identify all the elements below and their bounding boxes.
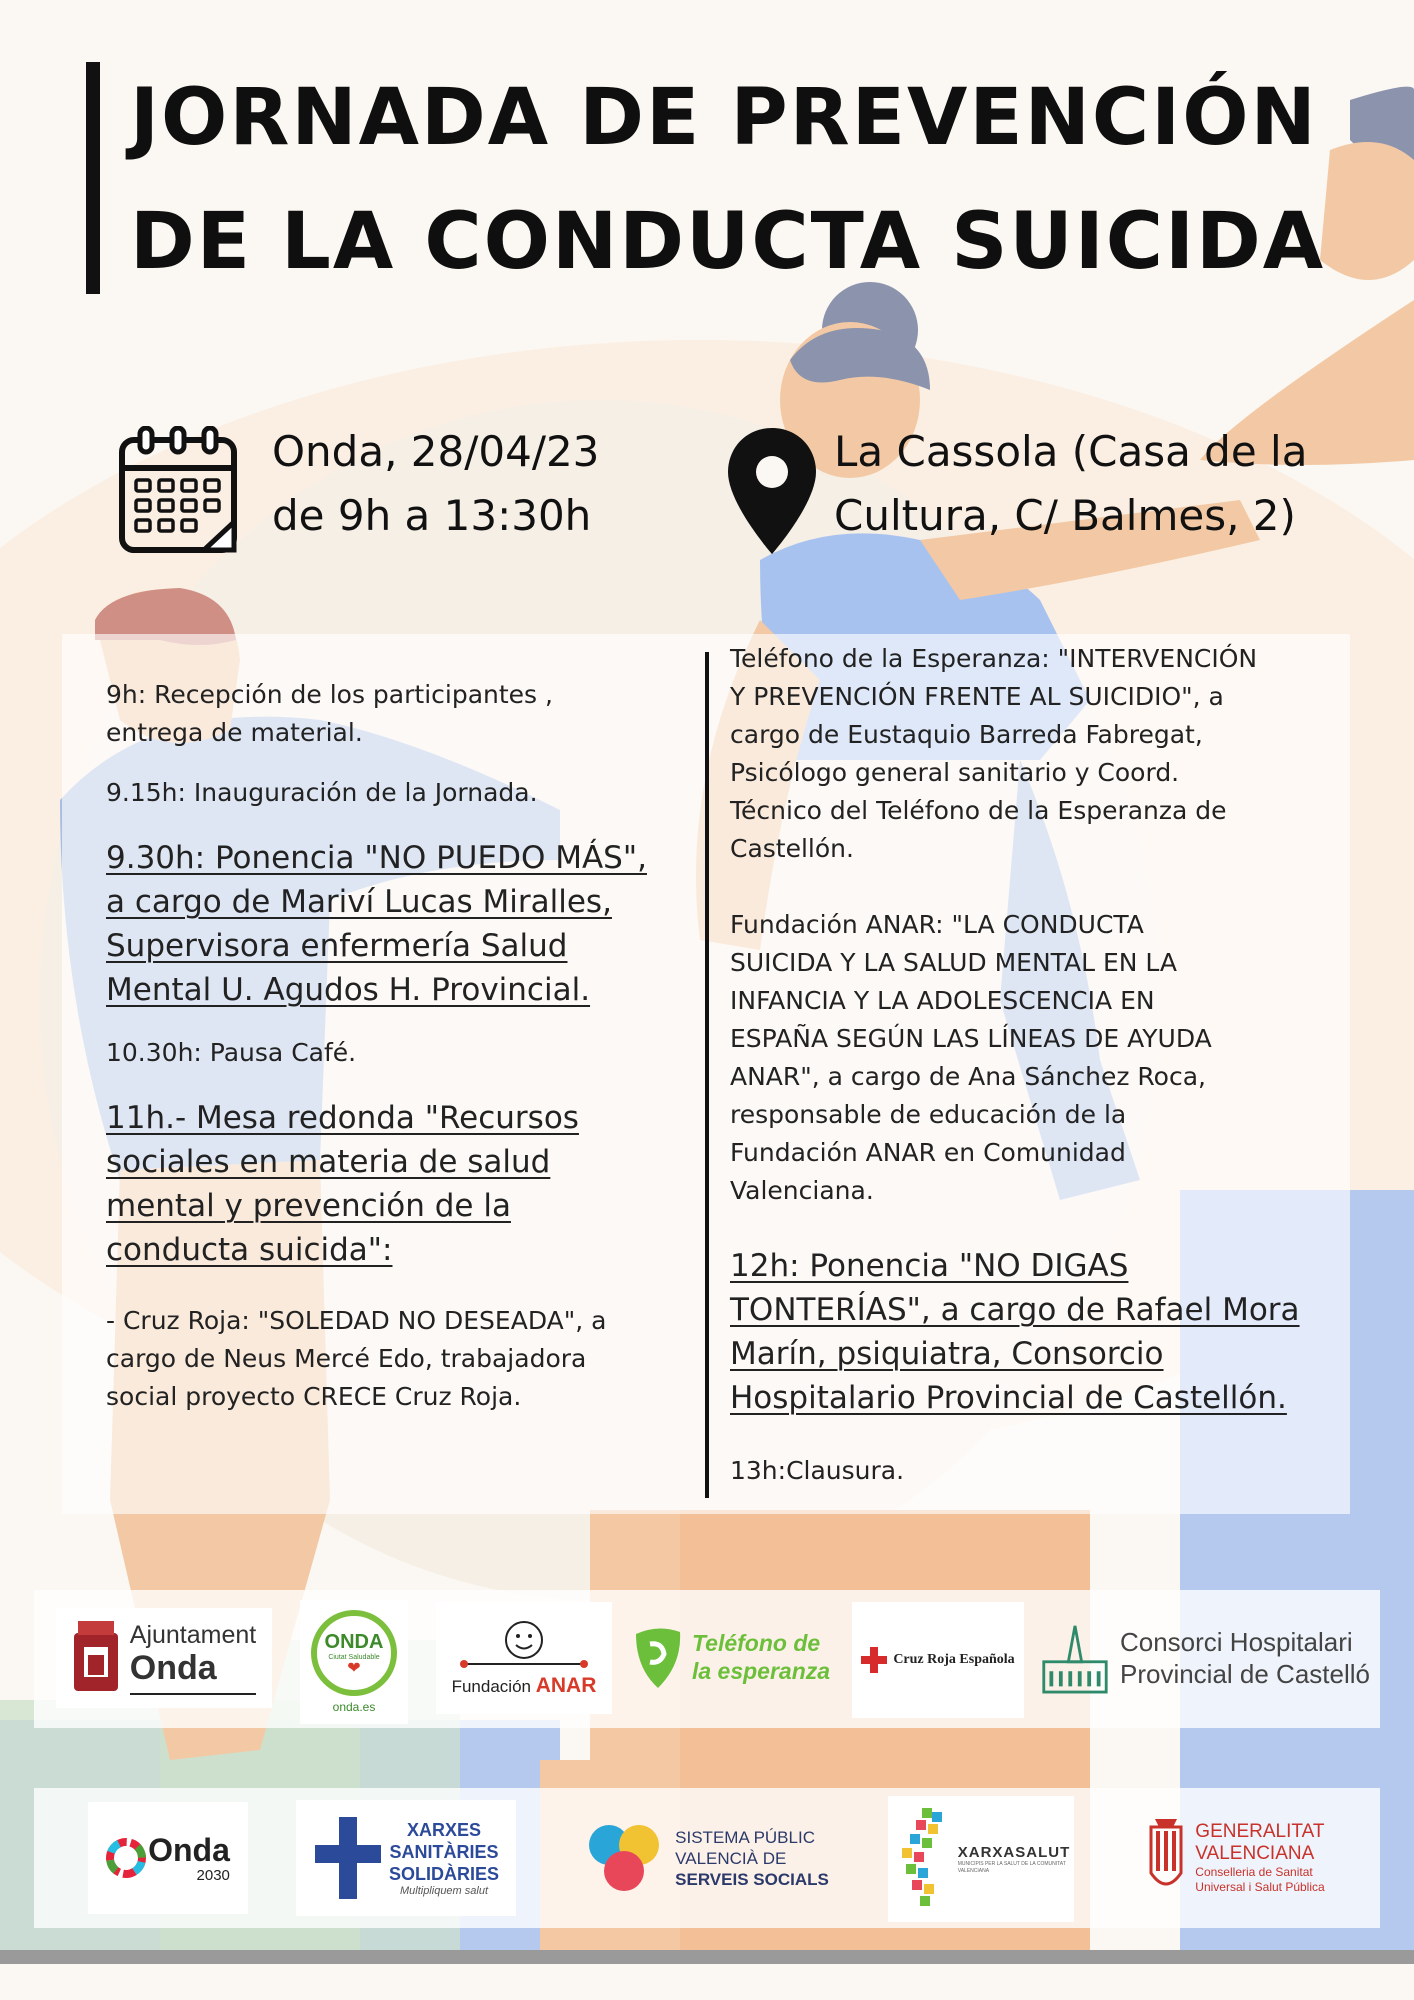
- anar-face-icon: [454, 1618, 594, 1674]
- program-item: Fundación ANAR: "LA CONDUCTA SUICIDA Y LA SALUD MENTAL EN LA INFANCIA Y LA ADOLESCENCIA EN ESPAÑA SEGÚN LAS LÍNEAS DE AYUDA ANAR", a cargo de Ana Sánchez Roca, responsable de educación de la Fundación ANAR en Comunidad Valenciana.: [730, 910, 1212, 1205]
- onda-2030-logo: [88, 1802, 248, 1914]
- program-item: Teléfono de la Esperanza: "INTERVENCIÓN Y PREVENCIÓN FRENTE AL SUICIDIO", a cargo de Eustaquio Barreda Fabregat, Psicólogo general sanitario y Coord. Técnico del Teléfono de la Esperanza de Castellón.: [730, 644, 1258, 863]
- program-talk: 11h.- Mesa redonda "Recursos sociales en materia de salud mental y prevención de la conducta suicida":: [106, 1100, 579, 1268]
- program-talk: 12h: Ponencia "NO DIGAS TONTERÍAS", a cargo de Rafael Mora Marín, psiquiatra, Consorcio Hospitalario Provincial de Castellón.: [730, 1248, 1300, 1416]
- ajuntament-label: Ajuntament: [129, 1621, 257, 1649]
- onda-2030-year: 2030: [196, 1866, 230, 1884]
- telefono-label-2: la esperanza: [691, 1658, 831, 1684]
- program-item: 13h:Clausura.: [730, 1456, 905, 1485]
- serveis-label-2: VALENCIÀ DE: [675, 1848, 787, 1868]
- program-item: 9h: Recepción de los participantes , entrega de material.: [106, 680, 553, 747]
- onda-url: onda.es: [332, 1700, 376, 1714]
- title-accent-bar: [86, 62, 100, 294]
- xarxasalut-logo: [888, 1796, 1074, 1922]
- generalitat-coat-of-arms-icon: [1147, 1817, 1185, 1899]
- serveis-socials-circles-icon: [585, 1821, 665, 1895]
- date-info: [272, 420, 599, 548]
- program-item: 9.15h: Inauguración de la Jornada.: [106, 778, 538, 807]
- generalitat-label-2: VALENCIANA: [1195, 1843, 1315, 1864]
- date-text: Onda, 28/04/23: [272, 427, 600, 476]
- onda-2030-name: Onda: [148, 1831, 230, 1868]
- map-pin-icon: [726, 426, 818, 556]
- program-left-column: [106, 676, 696, 1416]
- xarxasalut-name: XARXASALUT: [957, 1843, 1071, 1861]
- consorci-label-1: Consorci Hospitalari: [1119, 1627, 1353, 1657]
- xarxes-label-3: SOLIDÀRIES: [388, 1864, 499, 1884]
- ciutat-saludable-label: Ciutat Saludable: [328, 1654, 380, 1661]
- red-cross-icon: [861, 1647, 887, 1673]
- telefono-label-1: Teléfono de: [691, 1630, 821, 1656]
- program-talk: 9.30h: Ponencia "NO PUEDO MÁS", a cargo de Mariví Lucas Miralles, Supervisora enfermería Salud Mental U. Agudos H. Provincial.: [106, 840, 647, 1008]
- onda-badge-label: ONDA: [324, 1631, 384, 1653]
- anar-label: ANAR: [535, 1674, 597, 1697]
- program-item: 10.30h: Pausa Café.: [106, 1038, 357, 1067]
- onda-label: Onda: [129, 1649, 217, 1687]
- time-text: de 9h a 13:30h: [272, 491, 592, 540]
- serveis-label-1: SISTEMA PÚBLIC: [675, 1827, 815, 1847]
- cruz-roja-label: Cruz Roja Española: [893, 1652, 1015, 1667]
- consorci-label-2: Provincial de Castelló: [1119, 1659, 1370, 1689]
- calendar-icon: [118, 426, 244, 560]
- program-item: - Cruz Roja: "SOLEDAD NO DESEADA", a cargo de Neus Mercé Edo, trabajadora social proyecto CRECE Cruz Roja.: [106, 1306, 607, 1411]
- serveis-label-3: SERVEIS SOCIALS: [675, 1869, 829, 1889]
- onda-coat-of-arms-icon: [72, 1619, 120, 1697]
- fundacion-label: Fundación: [451, 1677, 531, 1696]
- title-line-1: JORNADA DE PREVENCIÓN: [130, 73, 1318, 163]
- blue-cross-icon: [313, 1813, 383, 1903]
- telefono-esperanza-logo: [620, 1612, 842, 1702]
- xarxes-tagline: Multipliquem salut: [399, 1885, 489, 1897]
- sdg-wheel-icon: [106, 1838, 146, 1878]
- fundacion-anar-logo: [436, 1602, 612, 1714]
- generalitat-valenciana-logo: [1122, 1804, 1350, 1912]
- generalitat-label-4: Universal i Salut Pública: [1195, 1880, 1325, 1894]
- xarxes-label-1: XARXES: [406, 1820, 481, 1840]
- generalitat-label-3: Conselleria de Sanitat: [1195, 1865, 1313, 1879]
- cruz-roja-logo: [852, 1602, 1024, 1718]
- xarxasalut-sub: MUNICIPIS PER LA SALUT DE LA COMUNITAT VALENCIANA: [957, 1860, 1066, 1874]
- title-line-2: DE LA CONDUCTA SUICIDA: [130, 197, 1326, 287]
- location-line-2: Cultura, C/ Balmes, 2): [834, 491, 1296, 540]
- xarxes-label-2: SANITÀRIES: [389, 1842, 499, 1862]
- program-divider: [705, 652, 709, 1498]
- onda-ciutat-saludable-logo: [300, 1600, 408, 1724]
- telefono-esperanza-icon: [632, 1624, 684, 1690]
- location-line-1: La Cassola (Casa de la: [834, 427, 1308, 476]
- consorci-hospitalari-logo: [1040, 1606, 1370, 1710]
- bottom-stripe: [0, 1950, 1414, 1964]
- generalitat-label-1: GENERALITAT: [1195, 1821, 1325, 1842]
- location-info: [834, 420, 1307, 548]
- hospital-building-icon: [1040, 1618, 1110, 1698]
- program-right-column: [730, 640, 1340, 1490]
- serveis-socials-logo: [574, 1806, 840, 1910]
- xarxes-sanitaries-logo: [296, 1800, 516, 1916]
- heart-icon: ❤: [347, 1658, 361, 1677]
- page-title: [130, 56, 1360, 304]
- ajuntament-onda-logo: [56, 1608, 272, 1708]
- valencia-map-mosaic-icon: [892, 1804, 954, 1914]
